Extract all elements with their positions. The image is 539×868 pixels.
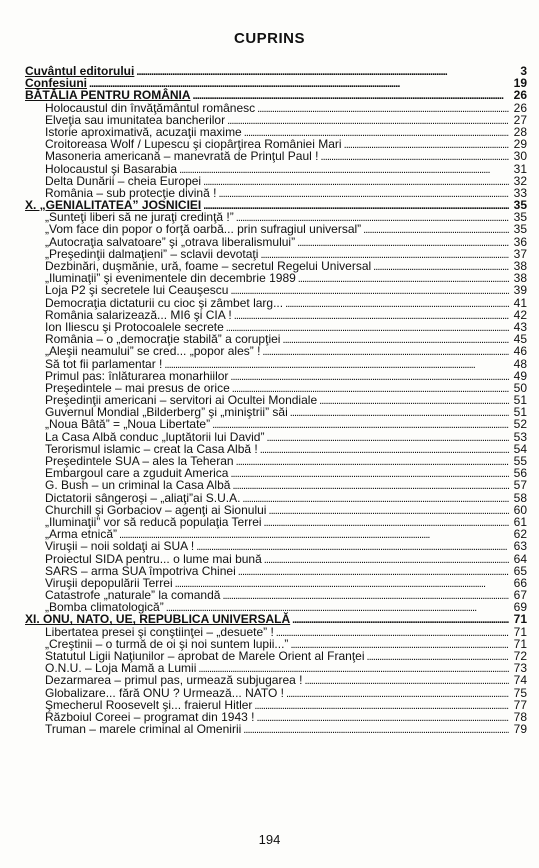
toc-entry-page: 69 xyxy=(513,600,527,615)
toc-entry-page: 74 xyxy=(513,673,527,688)
leader-dots xyxy=(363,223,509,236)
leader-dots xyxy=(238,565,509,578)
toc-entry-title: Cuvântul editorului xyxy=(25,64,135,78)
leader-dots xyxy=(227,114,509,127)
leader-dots xyxy=(282,333,509,346)
toc-entry-page: 29 xyxy=(513,137,527,152)
leader-dots xyxy=(254,699,509,712)
toc-entry xyxy=(25,431,527,443)
toc-entry-title: Să tot fii parlamentar ! xyxy=(45,356,163,371)
toc-entry-title: Istorie aproximativă, acuzaţii maxime xyxy=(45,124,242,139)
leader-dots xyxy=(257,102,509,115)
leader-dots xyxy=(344,138,509,151)
toc-entry-title: Preşedinţii americani – servitori ai Ocultei Mondiale xyxy=(45,393,318,408)
toc-entry xyxy=(25,236,527,248)
toc-entry-page: 39 xyxy=(513,283,527,298)
toc-entry-page: 48 xyxy=(513,356,527,371)
toc-entry xyxy=(25,89,527,101)
toc-entry-title: Guvernul Mondial „Bilderberg” şi „miniştrii” săi xyxy=(45,405,288,420)
toc-entry-title: Libertatea presei şi conştiinţei – „desuete” ! xyxy=(45,624,274,639)
leader-dots xyxy=(304,674,509,687)
toc-entry-page: 51 xyxy=(513,405,527,420)
toc-entry-title: România – sub protecţie divină ! xyxy=(45,185,217,200)
toc-entry-page: 43 xyxy=(513,319,527,334)
toc-entry-title: „Bomba climatologică” xyxy=(45,600,164,615)
toc-entry-title: Dezbinări, duşmănie, ură, foame – secretul Regelui Universal xyxy=(45,259,372,273)
toc-entry-title: România – o „democraţie stabilă” a corupţiei xyxy=(45,332,281,347)
toc-entry-title: Statutul Ligii Naţiunilor – aprobat de Marele Orient al Franţei xyxy=(45,649,365,663)
toc-entry-title: Dictatorii sângeroşi – „aliaţi”ai S.U.A. xyxy=(45,490,241,505)
toc-entry-title: Ion Iliescu şi Protocoalele secrete xyxy=(45,319,224,334)
leader-dots xyxy=(320,150,509,163)
leader-dots xyxy=(203,175,509,188)
toc-entry-page: 58 xyxy=(513,490,527,505)
toc-entry-title: Loja P2 şi secretele lui Ceauşescu xyxy=(45,283,229,298)
toc-entry-title: Delta Dunării – cheia Europei xyxy=(45,173,202,188)
toc-entry-page: 45 xyxy=(513,332,527,347)
toc-entry xyxy=(25,65,527,77)
toc-entry-title: Truman – marele criminal al Omenirii xyxy=(45,722,242,737)
toc-entry-page: 75 xyxy=(513,685,527,700)
toc-entry-page: 71 xyxy=(513,612,527,627)
leader-dots xyxy=(230,370,509,383)
toc-entry-page: 35 xyxy=(513,222,527,237)
leader-dots xyxy=(242,492,509,505)
toc-entry-page: 19 xyxy=(513,76,527,91)
leader-dots xyxy=(136,65,509,78)
toc-entry-title: G. Bush – un criminal la Casa Albă xyxy=(45,478,231,493)
toc-entry-title: Elveţia sau imunitatea bancherilor xyxy=(45,112,226,127)
toc-entry-title: „Vom face din popor o forţă oarbă... prin sufragiul universal” xyxy=(45,222,362,237)
toc-entry-title: Confesiuni xyxy=(25,76,87,91)
toc-entry xyxy=(25,223,527,235)
leader-dots xyxy=(276,626,509,639)
toc-entry xyxy=(25,163,527,175)
toc-entry-page: 67 xyxy=(513,588,527,603)
toc-entry-page: 53 xyxy=(513,429,527,444)
toc-entry-page: 60 xyxy=(513,502,527,517)
toc-entry-title: Războiul Coreei – programat din 1943 ! xyxy=(45,709,255,724)
leader-dots xyxy=(230,467,509,480)
toc-entry xyxy=(25,540,527,552)
toc-entry-title: Viruşii – noii soldaţi ai SUA ! xyxy=(45,539,195,554)
toc-entry-title: BĂTĂLIA PENTRU ROMÂNIA xyxy=(25,88,191,103)
toc-entry-page: 73 xyxy=(513,661,527,676)
toc-entry-page: 3 xyxy=(520,64,527,78)
toc-entry-page: 26 xyxy=(513,88,527,103)
toc-entry-page: 65 xyxy=(513,563,527,578)
leader-dots xyxy=(264,553,509,566)
toc-entry-page: 32 xyxy=(513,173,527,188)
leader-dots xyxy=(222,589,509,602)
leader-dots xyxy=(234,309,509,322)
toc-entry-page: 57 xyxy=(513,478,527,493)
toc-entry-page: 35 xyxy=(513,210,527,225)
toc-entry-title: O.N.U. – Loja Mamă a Lumii xyxy=(45,661,197,676)
toc-entry xyxy=(25,723,527,735)
toc-entry xyxy=(25,345,527,357)
leader-dots xyxy=(297,236,509,249)
toc-entry-page: 61 xyxy=(513,514,527,529)
toc-entry-page: 72 xyxy=(513,649,527,663)
toc-entry-title: „Iluminaţii” şi evenimentele din decembrie 1989 xyxy=(45,271,296,286)
toc-entry-title: „Sunteţi liberi să ne juraţi credinţă !” xyxy=(45,210,234,225)
toc-entry-page: 62 xyxy=(513,527,527,542)
toc-entry xyxy=(25,492,527,504)
toc-entry-title: Churchill şi Gorbaciov – agenţi ai Sionului xyxy=(45,502,267,517)
toc-entry xyxy=(25,418,527,430)
leader-dots xyxy=(232,479,509,492)
leader-dots xyxy=(285,297,509,310)
toc-entry-title: La Casa Albă conduc „luptătorii lui David” xyxy=(45,429,265,444)
toc-entry-title: Masoneria americană – manevrată de Prinţul Paul ! xyxy=(45,149,319,164)
leader-dots xyxy=(373,260,509,273)
toc-entry-title: Democraţia dictaturii cu cioc şi zâmbet larg... xyxy=(45,295,284,310)
toc-entry-page: 71 xyxy=(513,636,527,651)
toc-entry xyxy=(25,150,527,162)
toc-entry-title: Globalizare... fără ONU ? Urmează... NATO ! xyxy=(45,685,284,700)
toc-entry-title: „Arma etnică” xyxy=(45,527,118,542)
leader-dots xyxy=(262,345,509,358)
leader-dots xyxy=(286,687,509,700)
page-title: CUPRINS xyxy=(233,30,305,47)
leader-dots xyxy=(268,504,509,517)
toc-entry-title: XI. ONU, NATO, UE, REPUBLICA UNIVERSALĂ xyxy=(25,612,291,627)
leader-dots xyxy=(298,272,509,285)
toc-entry-page: 26 xyxy=(513,100,527,115)
toc-entry-page: 63 xyxy=(513,539,527,554)
toc-entry-page: 50 xyxy=(513,380,527,395)
toc-entry-page: 56 xyxy=(513,466,527,481)
leader-dots xyxy=(203,199,509,212)
toc-entry-page: 78 xyxy=(513,709,527,724)
toc-entry-title: Şmecherul Roosevelt şi... fraierul Hitler xyxy=(45,697,253,712)
leader-dots xyxy=(292,613,509,626)
leader-dots xyxy=(243,723,509,736)
toc-entry xyxy=(25,613,527,625)
toc-entry-page: 41 xyxy=(513,295,527,310)
leader-dots xyxy=(264,516,509,529)
toc-entry-page: 38 xyxy=(513,259,527,273)
toc-entry-title: „Creştinii – o turmă de oi şi noi suntem lupii...” xyxy=(45,636,289,651)
toc-entry-title: SARS – arma SUA împotriva Chinei xyxy=(45,563,236,578)
leader-dots xyxy=(266,431,509,444)
toc-entry-page: 64 xyxy=(513,551,527,566)
toc-entry xyxy=(25,297,527,309)
toc-entry-title: România salarizează... MI6 şi CIA ! xyxy=(45,307,232,322)
toc-entry-page: 52 xyxy=(513,417,527,432)
toc-entry xyxy=(25,626,527,638)
toc-entry-page: 46 xyxy=(513,344,527,359)
toc-entry-title: Preşedintele SUA – ales la Teheran xyxy=(45,454,234,468)
toc-entry-page: 31 xyxy=(513,161,527,176)
toc-entry xyxy=(25,687,527,699)
page-number: 194 xyxy=(258,832,281,847)
toc-entry xyxy=(25,284,527,296)
toc-entry-title: Terorismul islamic – creat la Casa Albă ! xyxy=(45,441,258,456)
leader-dots xyxy=(290,406,509,419)
toc-entry-page: 49 xyxy=(513,368,527,383)
toc-entry-title: Primul pas: înlăturarea monarhiilor xyxy=(45,368,229,383)
toc-entry-title: „Iluminaţii” vor să reducă populaţia Terrei xyxy=(45,514,262,529)
toc-entry-page: 28 xyxy=(513,124,527,139)
toc-entry-title: „Aleşii neamului” se cred... „popor ales” ! xyxy=(45,344,261,359)
toc-entry-page: 33 xyxy=(513,185,527,200)
toc-entry-title: Embargoul care a zguduit America xyxy=(45,466,229,481)
toc-entry-title: Holocaustul din învăţământul românesc xyxy=(45,100,256,115)
toc-entry-page: 30 xyxy=(513,149,527,164)
toc-entry-title: X. „GENIALITATEA” JOSNICIEI xyxy=(25,198,202,213)
toc-entry-page: 37 xyxy=(513,246,527,261)
toc-entry-page: 54 xyxy=(513,441,527,456)
table-of-contents xyxy=(25,65,527,735)
toc-entry-title: Viruşii depopulării Terrei xyxy=(45,575,173,590)
toc-entry-title: Preşedintele – mai presus de orice xyxy=(45,380,230,395)
toc-entry xyxy=(25,102,527,114)
toc-entry-page: 55 xyxy=(513,454,527,468)
leader-dots xyxy=(175,577,509,590)
leader-dots xyxy=(236,455,509,468)
toc-entry-title: Proiectul SIDA pentru... o lume mai bună xyxy=(45,551,262,566)
toc-entry-title: Croitoreasa Wolf / Lupescu şi ciopârţirea României Mari xyxy=(45,137,342,152)
toc-entry-title: Dezarmarea – primul pas, urmează subjugarea ! xyxy=(45,673,303,688)
toc-entry-page: 27 xyxy=(513,112,527,127)
leader-dots xyxy=(218,187,509,200)
toc-entry-page: 77 xyxy=(513,697,527,712)
leader-dots xyxy=(319,394,509,407)
toc-entry-page: 42 xyxy=(513,307,527,322)
toc-entry-title: Holocaustul şi Basarabia xyxy=(45,161,178,176)
toc-entry-page: 38 xyxy=(513,271,527,286)
toc-entry-title: „Preşedinţii dalmaţieni” – sclavii devotaţi xyxy=(45,246,259,261)
leader-dots xyxy=(260,443,509,456)
toc-entry xyxy=(25,674,527,686)
toc-entry-page: 71 xyxy=(513,624,527,639)
toc-entry-page: 35 xyxy=(513,198,527,213)
toc-entry-title: Catastrofe „naturale” la comandă xyxy=(45,588,221,603)
leader-dots xyxy=(256,711,509,724)
toc-entry-title: „Autocraţia salvatoare” şi „otrava liberalismului” xyxy=(45,234,296,249)
toc-entry xyxy=(25,358,527,370)
toc-entry-page: 66 xyxy=(513,575,527,590)
toc-entry-page: 36 xyxy=(513,234,527,249)
toc-entry-page: 79 xyxy=(513,722,527,737)
leader-dots xyxy=(179,163,509,176)
toc-entry xyxy=(25,553,527,565)
toc-entry-page: 51 xyxy=(513,393,527,408)
toc-entry xyxy=(25,479,527,491)
leader-dots xyxy=(367,650,510,663)
toc-entry-title: „Noua Bâtă” = „Noua Libertate” xyxy=(45,417,211,432)
